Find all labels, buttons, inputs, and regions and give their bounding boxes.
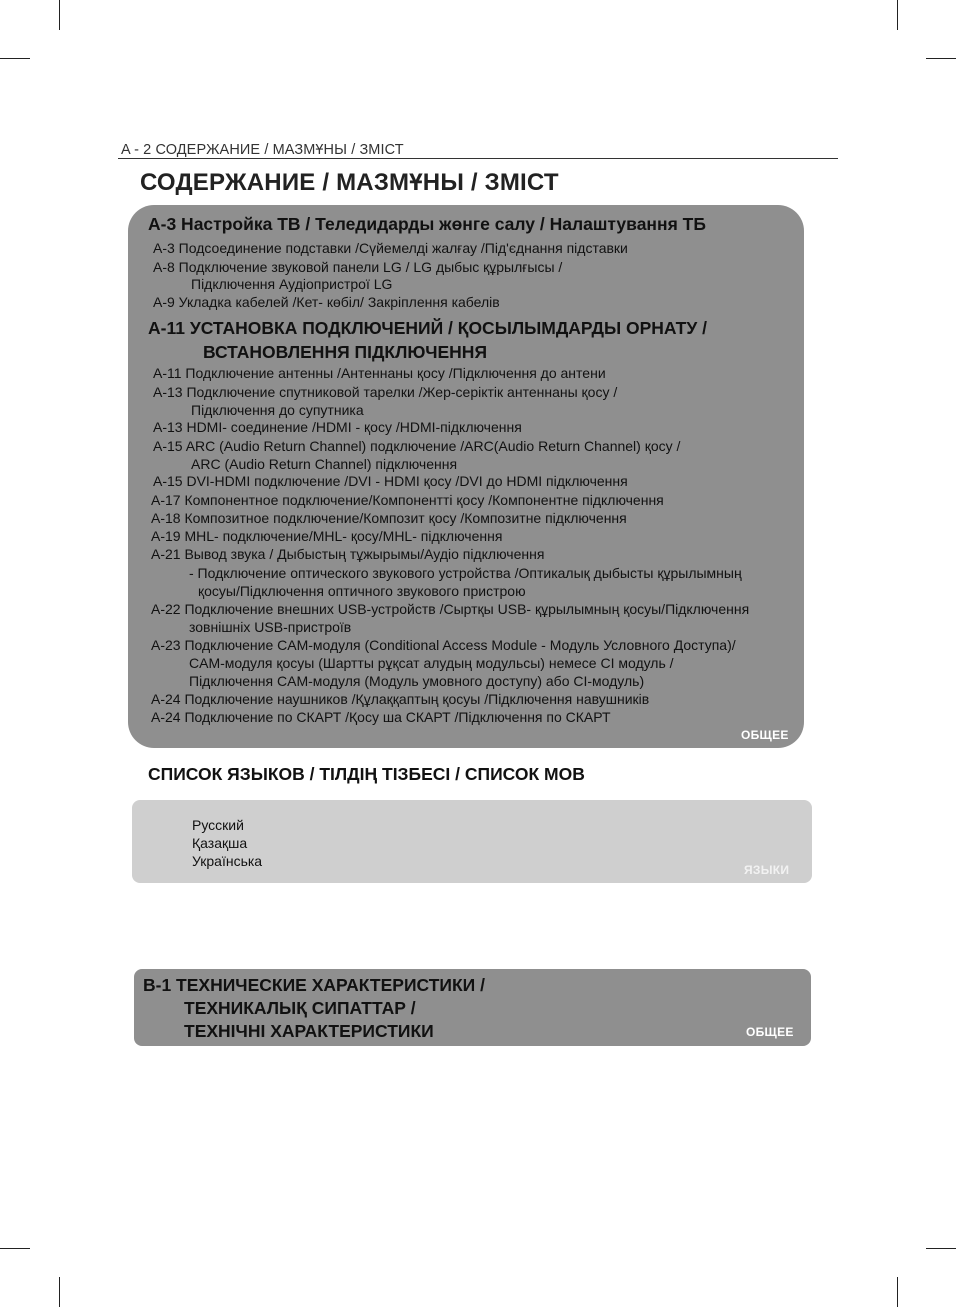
- toc-entry-continuation: Підключення Аудіопристрої LG: [191, 276, 393, 292]
- section-heading-continuation: ВСТАНОВЛЕННЯ ПІДКЛЮЧЕННЯ: [203, 342, 488, 362]
- section-heading[interactable]: B-1 ТЕХНИЧЕСКИЕ ХАРАКТЕРИСТИКИ /: [143, 975, 485, 995]
- toc-entry-continuation: ARC (Audio Return Channel) підключення: [191, 456, 458, 472]
- section-heading[interactable]: A-3 Настройка ТВ / Теледидарды жөнге салу / Налаштування ТБ: [148, 214, 706, 234]
- toc-entry[interactable]: A-24 Подключение по СКАРТ /Қосу ша СКАРТ /Підключення по СКАРТ: [151, 709, 611, 725]
- toc-entry[interactable]: A-21 Вывод звука / Дыбыстың тұжырымы/Аудіо підключення: [151, 546, 545, 562]
- toc-entry[interactable]: A-22 Подключение внешних USB-устройств /Сыртқы USB- құрылымның қосуы/Підключення: [151, 601, 750, 617]
- toc-entry[interactable]: A-19 MHL- подключение/MHL- қосу/MHL- підключення: [151, 528, 503, 544]
- toc-entry[interactable]: A-18 Композитное подключение/Композит қосу /Композитне підключення: [151, 510, 627, 526]
- crop-mark: [897, 0, 898, 30]
- toc-entry[interactable]: A-13 Подключение спутниковой тарелки /Жер-серіктік антеннаны қосу /: [153, 384, 618, 400]
- toc-entry[interactable]: A-13 HDMI- соединение /HDMI - қосу /HDMI-підключення: [153, 419, 522, 435]
- crop-mark: [59, 1277, 60, 1307]
- languages-badge: ЯЗЫКИ: [744, 863, 790, 877]
- header-divider: [118, 158, 838, 159]
- toc-entry-continuation: Підключення CAM-модуля (Модуль умовного доступу) або CI-модуль): [189, 673, 645, 689]
- language-item[interactable]: Русский: [192, 817, 244, 833]
- section-badge: ОБЩЕЕ: [741, 728, 789, 742]
- toc-entry-continuation: CAM-модуля қосуы (Шартты рұқсат алудың модульсы) немесе CI модуль /: [189, 655, 674, 671]
- language-item[interactable]: Українська: [192, 853, 263, 869]
- contents-box: [128, 205, 804, 748]
- running-header: A - 2 СОДЕРЖАНИЕ / МАЗМҰНЫ / ЗМІСТ: [121, 142, 404, 158]
- toc-subentry[interactable]: - Подключение оптического звукового устройства /Оптикалық дыбысты құрылымның: [189, 565, 742, 581]
- toc-entry[interactable]: A-3 Подсоединение подставки /Сүйемелді жалғау /Під'єднання підставки: [153, 240, 628, 256]
- section-heading[interactable]: A-11 УСТАНОВКА ПОДКЛЮЧЕНИЙ / ҚОСЫЛЫМДАРДЫ ОРНАТУ /: [148, 318, 707, 338]
- section-badge: ОБЩЕЕ: [746, 1025, 794, 1039]
- toc-entry[interactable]: A-9 Укладка кабелей /Кет- көбіл/ Закріплення кабелів: [153, 294, 500, 310]
- crop-mark: [59, 0, 60, 30]
- toc-entry-continuation: қосуы/Підключення оптичного звукового пристрою: [198, 583, 526, 599]
- crop-mark: [0, 1248, 30, 1249]
- toc-entry[interactable]: A-11 Подключение антенны /Антеннаны қосу /Підключення до антени: [153, 365, 606, 381]
- toc-entry[interactable]: A-15 DVI-HDMI подключение /DVI - HDMI қосу /DVI до HDMI підключення: [153, 473, 628, 489]
- languages-title: СПИСОК ЯЗЫКОВ / ТІЛДІҢ ТІЗБЕСІ / СПИСОК МОВ: [148, 764, 585, 784]
- toc-entry[interactable]: A-15 ARC (Audio Return Channel) подключение /ARC(Audio Return Channel) қосу /: [153, 438, 681, 454]
- crop-mark: [926, 58, 956, 59]
- crop-mark: [897, 1277, 898, 1307]
- crop-mark: [926, 1248, 956, 1249]
- page-title: СОДЕРЖАНИЕ / МАЗМҰНЫ / ЗМІСТ: [140, 169, 559, 196]
- toc-entry[interactable]: A-23 Подключение CAM-модуля (Conditional Access Module - Модуль Условного Доступа)/: [151, 637, 736, 653]
- section-heading-continuation: ТЕХНІЧНІ ХАРАКТЕРИСТИКИ: [184, 1021, 434, 1041]
- specifications-box: [134, 969, 811, 1046]
- section-heading-continuation: ТЕХНИКАЛЫҚ СИПАТТАР /: [184, 998, 416, 1018]
- crop-mark: [0, 58, 30, 59]
- language-item[interactable]: Қазақша: [192, 835, 248, 851]
- toc-entry[interactable]: A-24 Подключение наушников /Құлаққаптың қосуы /Підключення навушників: [151, 691, 650, 707]
- toc-entry[interactable]: A-17 Компонентное подключение/Компонентті қосу /Компонентне підключення: [151, 492, 664, 508]
- toc-entry[interactable]: A-8 Подключение звуковой панели LG / LG дыбыс құрылғысы /: [153, 259, 563, 275]
- toc-entry-continuation: Підключення до супутника: [191, 402, 364, 418]
- toc-entry-continuation: зовнішніх USB-пристроїв: [189, 619, 352, 635]
